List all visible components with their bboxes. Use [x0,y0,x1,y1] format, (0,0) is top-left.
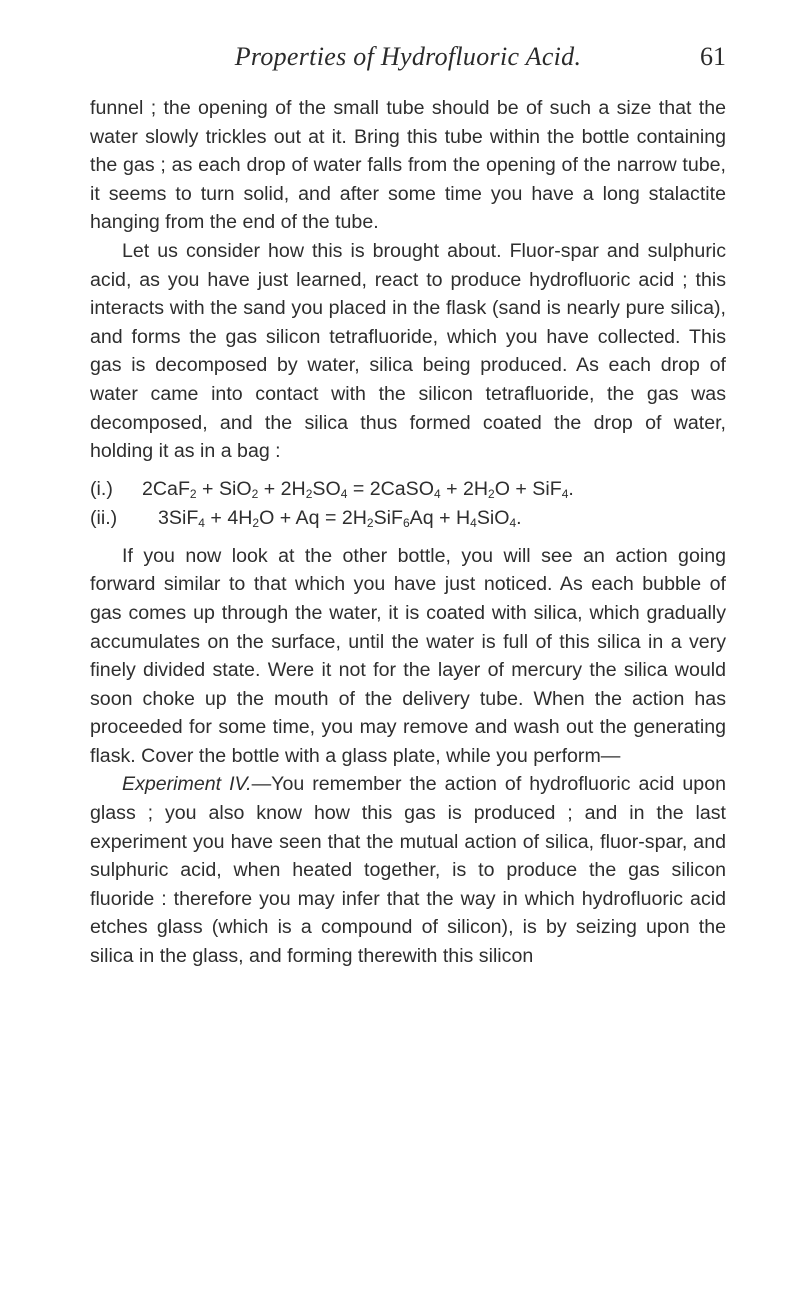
equation-term: + 4H [204,506,253,529]
equation-term: SO [312,477,341,500]
subscript: 6 [402,515,410,530]
experiment-heading: Experiment IV. [122,773,252,796]
paragraph-explanation: Let us consider how this is brought about. Fluor-spar and sulphuric acid, as you have just learned, react to produce hydrofluoric acid ; this interacts with the sand you placed in the flask (sand is nearly pure silica), and forms the gas silicon tetrafluoride, which you have collected. This gas is decomposed by water, silica being produced. As each drop of water came into contact with the silicon tetrafluoride, the gas was decomposed, and the silica thus formed coated the drop of water, holding it as in a bag : [90,239,726,463]
subscript: 4 [561,486,569,501]
paragraph-experiment [90,770,726,970]
subscript: 2 [488,486,495,501]
subscript: 4 [198,515,205,530]
paragraph-observation: If you now look at the other bottle, you will see an action going forward similar to that which you have just noticed. As each bubble of gas comes up through the water, it is coated with silica, which gradually accumulates on the surface, until the water is full of this silica in a very finely divided state. Were it not for the layer of mercury the silica would soon choke up the mouth of the delivery tube. When the action has proceeded for some time, you may remove and wash out the generating flask. Cover the bottle with a glass plate, while you perform— [90,544,726,767]
subscript: 2 [252,515,260,530]
body-text [90,94,726,971]
equation-term: 2CaF [142,477,190,500]
subscript: 4 [433,486,441,501]
equation-term: + 2H [440,477,489,500]
equation-term: . [516,506,522,529]
equation-term: O + Aq = 2H [259,506,367,529]
equation-term: + 2H [258,477,306,500]
running-title: Properties of Hydrofluoric Acid. [234,42,582,71]
equation-term: = 2CaSO [347,477,434,500]
equation-term: SiF [373,506,403,529]
equation-block [90,475,726,533]
equation-label: (ii.) [90,506,118,529]
subscript: 2 [251,486,259,501]
subscript: 4 [470,515,477,530]
equation-label: (i.) [90,477,113,500]
equation-2 [90,504,726,533]
equation-term: Aq + H [409,506,471,529]
subscript: 4 [340,486,348,501]
equation-term: O + SiF [494,477,562,500]
equation-term: . [568,477,574,500]
subscript: 2 [366,515,374,530]
subscript: 4 [509,515,517,530]
page-number: 61 [700,42,726,71]
subscript: 2 [305,486,313,501]
equation-term: 3SiF [158,506,199,529]
equation-1 [90,475,726,504]
equation-term: SiO [476,506,510,529]
running-head [90,42,726,86]
experiment-text: —You remember the action of hydrofluoric acid upon glass ; you also know how this gas is produced ; and in the last experiment you have seen that the mutual action of silica, fluor-spar, and sulphuric acid, when heated together, is to produce the gas silicon fluoride : therefore you may infer that the way in which hydrofluoric acid etches glass (which is a compound of silicon), is by seizing upon the silica in the glass, and forming therewith this silicon [90,773,726,968]
paragraph-continued: funnel ; the opening of the small tube should be of such a size that the water slowly trickles out at it. Bring this tube within the bottle containing the gas ; as each drop of water falls from the opening of the narrow tube, it seems to turn solid, and after some time you have a long stalactite hanging from the end of the tube. [90,97,726,234]
subscript: 2 [189,486,197,501]
equation-term: + SiO [196,477,252,500]
